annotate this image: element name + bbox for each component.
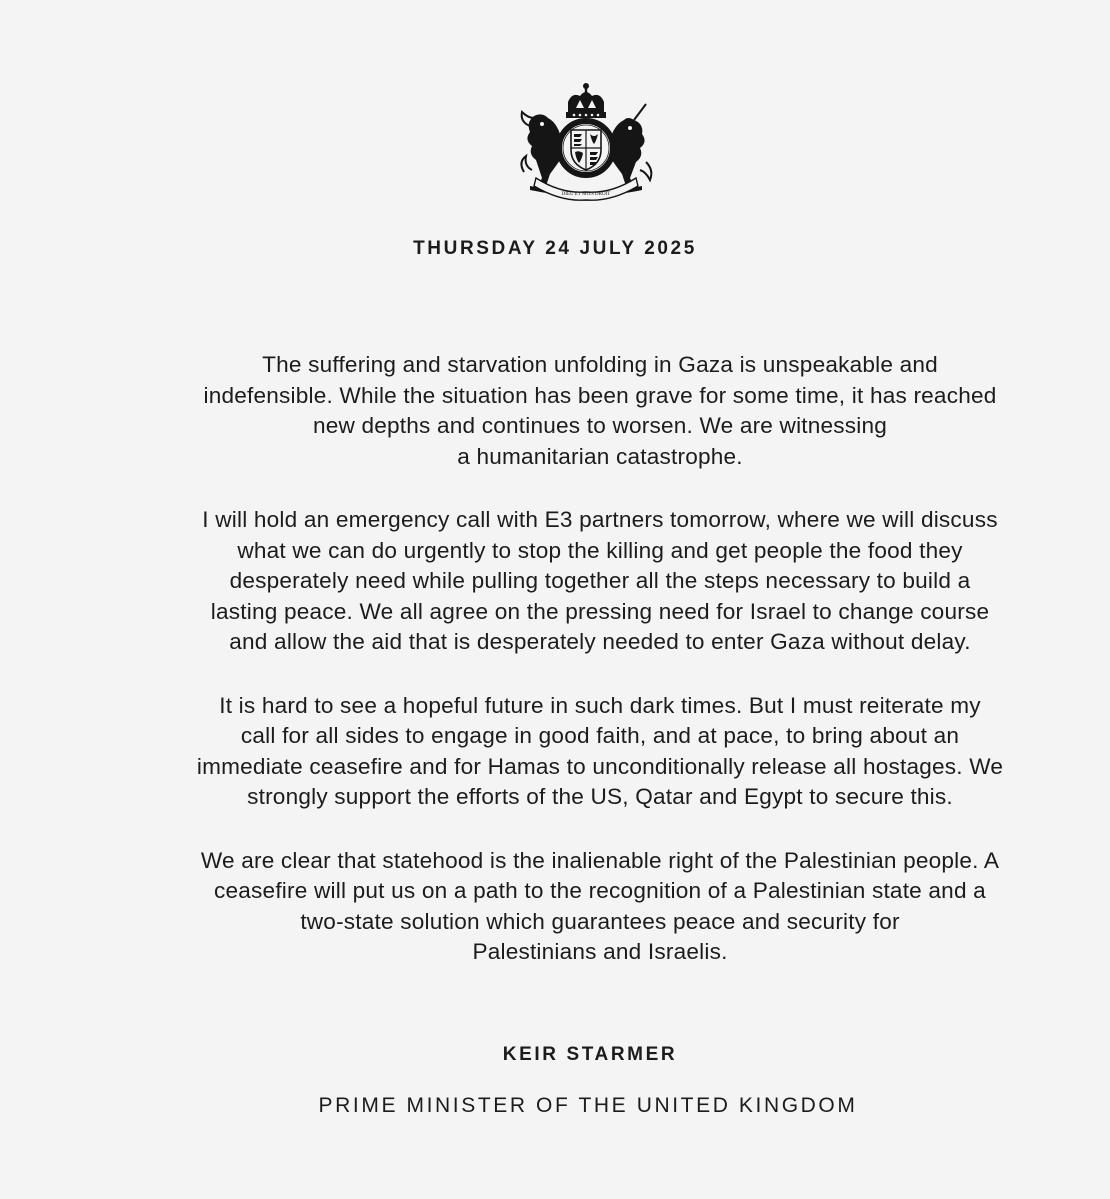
paragraph-line: I will hold an emergency call with E3 partners tomorrow, where we will discuss: [202, 507, 998, 532]
paragraph-line: immediate ceasefire and for Hamas to unconditionally release all hostages. We: [196, 753, 1004, 779]
signatory-title: PRIME MINISTER OF THE UNITED KINGDOM: [318, 1094, 858, 1117]
paragraph-1: [90, 350, 1110, 472]
paragraph-line: Palestinians and Israelis.: [472, 939, 728, 964]
paragraph-line: The suffering and starvation unfolding in Gaza is unspeakable and: [262, 352, 938, 377]
signatory-name: KEIR STARMER: [502, 1044, 678, 1065]
paragraph-2: [90, 505, 1110, 658]
paragraph-line: strongly support the efforts of the US, Qatar and Egypt to secure this.: [247, 784, 953, 809]
paragraph-line: a humanitarian catastrophe.: [457, 443, 743, 469]
paragraph-line: new depths and continues to worsen. We are witnessing: [312, 413, 888, 438]
svg-text:DIEU ET MON DROIT: DIEU ET MON DROIT: [561, 192, 611, 197]
paragraph-line: It is hard to see a hopeful future in such dark times. But I must reiterate my: [219, 692, 981, 718]
paragraph-line: lasting peace. We all agree on the pressing need for Israel to change course: [210, 598, 990, 624]
paragraph-line: call for all sides to engage in good faith, and at pace, to bring about an: [240, 723, 960, 748]
paragraph-line: what we can do urgently to stop the killing and get people the food they: [237, 537, 963, 563]
paragraph-line: ceasefire will put us on a path to the recognition of a Palestinian state and a: [214, 878, 986, 903]
paragraph-line: and allow the aid that is desperately needed to enter Gaza without delay.: [229, 629, 971, 654]
paragraph-line: We are clear that statehood is the inalienable right of the Palestinian people. A: [200, 847, 1000, 873]
paragraph-4: [90, 846, 1110, 968]
royal-coat-of-arms-icon: [515, 82, 657, 204]
paragraph-3: [90, 691, 1110, 813]
paragraph-line: two-state solution which guarantees peace and security for: [300, 908, 900, 934]
statement-date: THURSDAY 24 JULY 2025: [413, 238, 697, 259]
statement-body: [90, 350, 1110, 1001]
paragraph-line: desperately need while pulling together all the steps necessary to build a: [229, 568, 971, 593]
paragraph-line: indefensible. While the situation has been grave for some time, it has reached: [203, 382, 997, 408]
